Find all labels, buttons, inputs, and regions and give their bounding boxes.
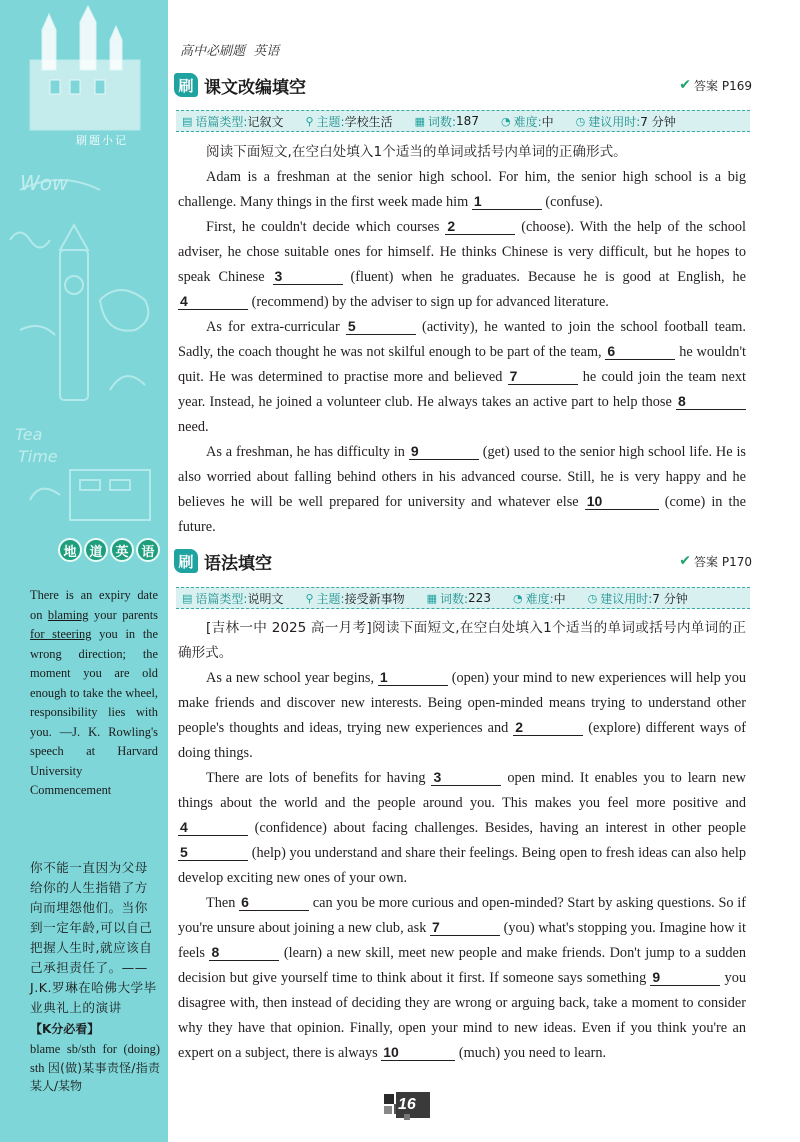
brush-badge-icon: 刷 [174, 549, 198, 573]
meta-difficulty: ◔ 难度: 中 [512, 591, 566, 606]
clock-icon: ◷ [587, 591, 598, 605]
answer-blank[interactable]: 1 [472, 193, 542, 210]
castle-icon [30, 6, 140, 130]
check-icon: ✔ [679, 553, 692, 569]
answer-blank[interactable]: 4 [178, 293, 248, 310]
section1-passage [178, 140, 746, 540]
search-icon: ⚲ [305, 114, 314, 128]
paragraph: As a new school year begins, 1 (open) your mind to new experiences will help you make friends and discover new interests. Being open-minded means trying to understand other people's thoughts and ideas, trying new experiences and 2 (explore) different ways of doing things. [178, 669, 747, 761]
section1-answer-ref: ✔ 答案 P169 [679, 77, 752, 93]
section1-title: 课文改编填空 [204, 77, 306, 98]
meta-time: ◷ 建议用时: 7 分钟 [587, 591, 688, 606]
book-icon: ▤ [182, 114, 193, 128]
count-icon: ▦ [426, 591, 437, 605]
answer-blank[interactable]: 6 [239, 894, 309, 911]
answer-blank[interactable]: 2 [513, 719, 583, 736]
clock-icon: ◷ [575, 114, 586, 128]
answer-blank[interactable]: 8 [209, 944, 279, 961]
count-icon: ▦ [414, 114, 425, 128]
answer-blank[interactable]: 6 [605, 343, 675, 360]
meta-theme: ⚲ 主题: 学校生活 [305, 114, 393, 129]
tag-char: 地 [58, 538, 82, 562]
sidebar [0, 0, 168, 1142]
svg-text:Wow: Wow [20, 171, 69, 195]
meta-genre: ▤ 语篇类型: 说明文 [182, 591, 284, 606]
answer-blank[interactable]: 8 [676, 393, 746, 410]
paragraph: Adam is a freshman at the senior high school. For him, the senior high school is a big challenge. Many things in the first week made him 1 (confuse). [178, 169, 746, 210]
k-must-see-title: 【K分必看】 [30, 1022, 100, 1036]
meta-time: ◷ 建议用时: 7 分钟 [575, 114, 676, 129]
answer-blank[interactable]: 1 [378, 669, 448, 686]
svg-text:Time: Time [18, 447, 58, 466]
answer-blank[interactable]: 7 [430, 919, 500, 936]
page-number: 16 [398, 1096, 416, 1113]
instruction: 阅读下面短文,在空白处填入1个适当的单词或括号内单词的正确形式。 [206, 144, 627, 160]
answer-blank[interactable]: 10 [381, 1044, 455, 1061]
svg-text:Tea: Tea [15, 425, 43, 444]
paragraph: There are lots of benefits for having 3 open mind. It enables you to learn new things about the world and the people around you. This makes you feel more positive and 4 (confidence) about facing challenges. Besides, having an interest in other people 5 (help) you understand and share their feelings. Being open to fresh ideas can also help develop exciting new ones of your own. [178, 769, 746, 886]
answer-blank[interactable]: 9 [650, 969, 720, 986]
check-icon: ✔ [679, 77, 692, 93]
tag-char: 道 [84, 538, 108, 562]
tag-char: 语 [136, 538, 160, 562]
answer-blank[interactable]: 7 [508, 368, 578, 385]
answer-blank[interactable]: 9 [409, 443, 479, 460]
book-icon: ▤ [182, 591, 193, 605]
section2-meta-bar [176, 587, 750, 609]
meta-word-count: ▦ 词数: 223 [426, 591, 491, 606]
underlined-phrase: for steering [30, 627, 92, 641]
meta-theme: ⚲ 主题: 接受新事物 [305, 591, 405, 606]
paragraph: First, he couldn't decide which courses 2 (choose). With the help of the school adviser, he chose suitable ones for himself. He thinks Chinese is very difficult, but he hopes to speak Chinese 3 (fluent) when he graduates. Because he is good at English, he 4 (recommend) by the adviser to sign up for advanced literature. [178, 218, 746, 310]
answer-blank[interactable]: 3 [273, 268, 343, 285]
quote-chinese: 你不能一直因为父母给你的人生指错了方向而埋怨他们。当你到一定年龄,可以自己把握人生时,就应该自己承担责任了。——J.K.罗琳在哈佛大学毕业典礼上的演讲 [30, 860, 157, 1015]
tag-banner [58, 538, 162, 562]
meta-genre: ▤ 语篇类型: 记叙文 [182, 114, 284, 129]
logo-caption: 刷题小记 [76, 134, 128, 147]
search-icon: ⚲ [305, 591, 314, 605]
book-header: 高中必刷题 英语 [180, 44, 280, 59]
meta-difficulty: ◔ 难度: 中 [500, 114, 554, 129]
quote-english: There is an expiry date on blaming your parents for steering you in the wrong direction; the moment you are old enough to take the wheel, responsibility lies with you. —J. K. Rowling's speech at Harvard University Commencement [30, 588, 158, 797]
gauge-icon: ◔ [500, 114, 511, 128]
instruction: [吉林一中 2025 高一月考]阅读下面短文,在空白处填入1个适当的单词或括号内单词的正确形式。 [178, 620, 746, 661]
underlined-phrase: blaming [47, 607, 89, 622]
answer-blank[interactable]: 5 [346, 318, 416, 335]
paragraph: Then 6 can you be more curious and open-minded? Start by asking questions. So if you're unsure about joining a new club, ask 7 (you) what's stopping you. Imagine how it feels 8 (learn) a new skill, meet new people and make friends. Don't jump to a sudden decision but give yourself time to think about it first. If someone says something 9 you disagree with, then instead of deciding they are wrong or arguing back, take a moment to consider why they have that opinion. Finally, open your mind to new ideas. Even if you think you're an expert on a subject, there is always 10 (much) you need to learn. [178, 894, 746, 1061]
tag-char: 英 [110, 538, 134, 562]
section1-meta-bar [176, 110, 750, 132]
brush-badge-icon: 刷 [174, 73, 198, 97]
paragraph: As for extra-curricular 5 (activity), he wanted to join the school football team. Sadly, the coach thought he was not skilful enough to be part of the team, 6 he wouldn't quit. He was determined to practise more and believed 7 he could join the team next year. Instead, he joined a volunteer club. He always takes an active part to help those 8 need. [178, 318, 747, 435]
gauge-icon: ◔ [512, 591, 523, 605]
answer-blank[interactable]: 10 [585, 493, 659, 510]
k-must-see-body: blame sb/sth for (doing) sth 因(做)某事责怪/指责某人/某物 [30, 1042, 160, 1093]
section2-title: 语法填空 [204, 553, 272, 574]
section2-passage [178, 616, 746, 1066]
answer-blank[interactable]: 2 [445, 218, 515, 235]
section2-answer-ref: ✔ 答案 P170 [679, 553, 752, 569]
section1-header [174, 72, 752, 98]
answer-blank[interactable]: 5 [178, 844, 248, 861]
section2-header [174, 548, 752, 574]
answer-blank[interactable]: 3 [431, 769, 501, 786]
sidebar-illustration [0, 0, 168, 540]
meta-word-count: ▦ 词数: 187 [414, 114, 479, 129]
paragraph: As a freshman, he has difficulty in 9 (get) used to the senior high school life. He is also worried about falling behind others in his advanced course. Still, he is very happy and he believes he will be well prepared for university and whatever else 10 (come) in the future. [178, 443, 746, 535]
answer-blank[interactable]: 4 [178, 819, 248, 836]
